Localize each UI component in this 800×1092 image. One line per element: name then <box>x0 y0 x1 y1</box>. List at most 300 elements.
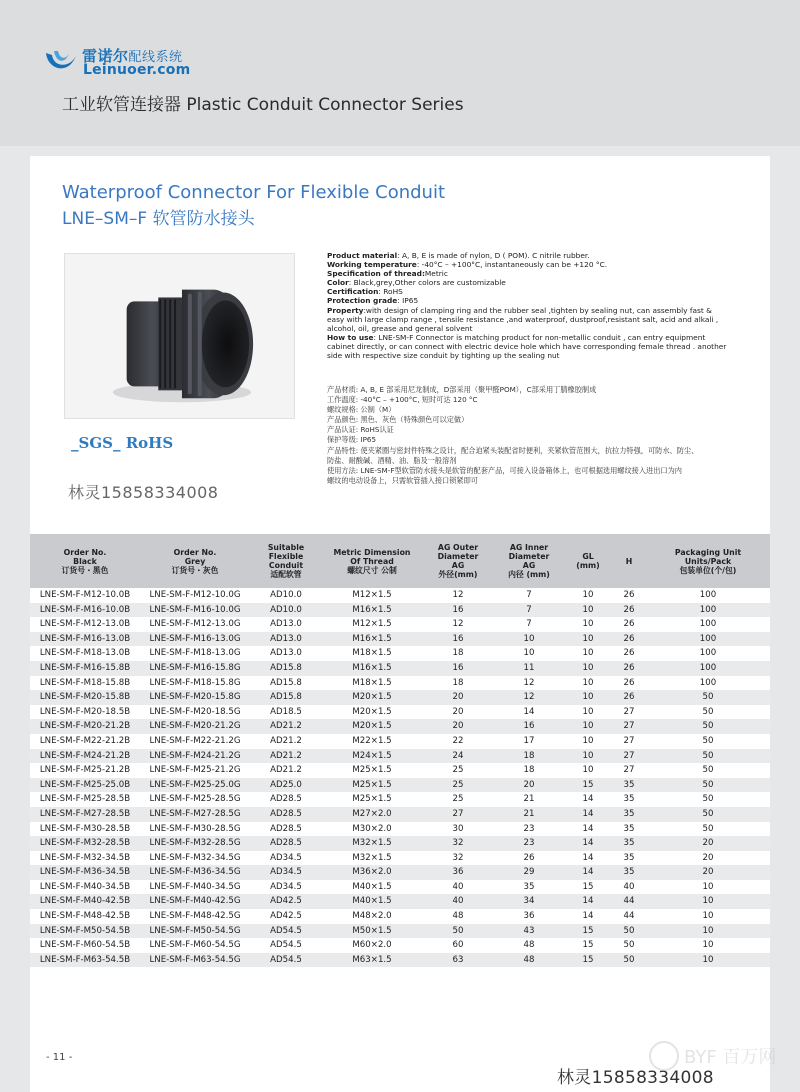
table-cell: M12×1.5 <box>322 588 422 603</box>
brand-logo <box>44 45 194 81</box>
table-cell: 10 <box>646 953 770 968</box>
table-cell: 18 <box>494 749 564 764</box>
table-cell: 14 <box>564 822 612 837</box>
table-cell: LNE-SM-F-M30-28.5G <box>140 822 250 837</box>
table-cell: M32×1.5 <box>322 836 422 851</box>
column-header-line: GL <box>582 552 594 561</box>
table-cell: 16 <box>422 661 494 676</box>
table-cell: 35 <box>612 778 646 793</box>
table-cell: 20 <box>494 778 564 793</box>
spec-cn-line: 防盐、耐酸碱、酒精、油、脂及一般溶剂 <box>327 455 457 465</box>
table-row <box>30 763 770 778</box>
table-cell: 12 <box>494 676 564 691</box>
table-cell: 10 <box>646 924 770 939</box>
table-cell: 18 <box>494 763 564 778</box>
table-cell: 26 <box>612 690 646 705</box>
spec-cn-line: 产品颜色: 黑色、灰色（特殊颜色可以定做） <box>327 415 469 425</box>
table-cell: 14 <box>564 792 612 807</box>
table-cell: LNE-SM-F-M36-34.5G <box>140 865 250 880</box>
table-cell: LNE-SM-F-M16-13.0B <box>30 632 140 647</box>
table-cell: 12 <box>422 588 494 603</box>
table-cell: LNE-SM-F-M27-28.5G <box>140 807 250 822</box>
table-row <box>30 617 770 632</box>
table-cell: M16×1.5 <box>322 661 422 676</box>
table-cell: LNE-SM-F-M36-34.5B <box>30 865 140 880</box>
column-header-line: 外径(mm) <box>438 570 478 579</box>
table-cell: 27 <box>422 807 494 822</box>
table-cell: LNE-SM-F-M16-15.8G <box>140 661 250 676</box>
table-cell: M12×1.5 <box>322 617 422 632</box>
table-cell: 10 <box>646 938 770 953</box>
table-cell: 32 <box>422 836 494 851</box>
table-cell: 10 <box>564 690 612 705</box>
column-header-line: Order No. <box>173 547 217 557</box>
table-cell: 7 <box>494 617 564 632</box>
table-row <box>30 690 770 705</box>
spec-line: How to use: LNE-SM-F Connector is matching product for non-metallic conduit , can entry equipment cabinet directly, or can connect with electric device hole which have corresponding female thread . another side with respective size conduit by tighting up the sealing nut <box>327 332 727 361</box>
table-cell: AD34.5 <box>250 880 322 895</box>
table-cell: 10 <box>564 763 612 778</box>
table-row <box>30 778 770 793</box>
table-cell: LNE-SM-F-M50-54.5B <box>30 924 140 939</box>
table-cell: M63×1.5 <box>322 953 422 968</box>
table-cell: 100 <box>646 617 770 632</box>
table-cell: 15 <box>564 938 612 953</box>
table-cell: 26 <box>612 603 646 618</box>
table-cell: 36 <box>494 909 564 924</box>
table-cell: 36 <box>422 865 494 880</box>
table-cell: 7 <box>494 603 564 618</box>
table-cell: 26 <box>612 617 646 632</box>
column-header-line: Grey <box>184 556 206 566</box>
watermark-text: BYF 百万网 <box>684 1047 777 1068</box>
column-header-line: Of Thread <box>350 556 394 566</box>
table-cell: 14 <box>564 807 612 822</box>
table-cell: 25 <box>422 778 494 793</box>
table-cell: M20×1.5 <box>322 705 422 720</box>
table-row <box>30 924 770 939</box>
table-cell: 26 <box>612 588 646 603</box>
table-cell: 50 <box>646 778 770 793</box>
table-cell: 35 <box>612 851 646 866</box>
table-cell: M32×1.5 <box>322 851 422 866</box>
table-cell: 12 <box>494 690 564 705</box>
content-panel <box>30 156 770 1092</box>
table-row <box>30 865 770 880</box>
table-cell: 15 <box>564 778 612 793</box>
table-cell: LNE-SM-F-M40-42.5B <box>30 894 140 909</box>
table-cell: AD13.0 <box>250 632 322 647</box>
table-cell: 27 <box>612 705 646 720</box>
table-cell: 40 <box>422 894 494 909</box>
table-cell: LNE-SM-F-M24-21.2B <box>30 749 140 764</box>
table-cell: 20 <box>646 836 770 851</box>
table-cell: M25×1.5 <box>322 778 422 793</box>
table-cell: M20×1.5 <box>322 719 422 734</box>
table-row <box>30 632 770 647</box>
table-cell: 14 <box>564 865 612 880</box>
column-header-line: 订货号・灰色 <box>171 565 219 575</box>
table-cell: M18×1.5 <box>322 676 422 691</box>
column-header-line: Order No. <box>63 547 107 557</box>
table-cell: 16 <box>494 719 564 734</box>
table-cell: 10 <box>564 719 612 734</box>
table-cell: 50 <box>646 807 770 822</box>
table-cell: M24×1.5 <box>322 749 422 764</box>
table-cell: 35 <box>612 822 646 837</box>
table-cell: 18 <box>422 676 494 691</box>
table-cell: 10 <box>564 588 612 603</box>
table-cell: LNE-SM-F-M18-13.0B <box>30 646 140 661</box>
table-cell: 14 <box>564 851 612 866</box>
product-title-cn: LNE–SM–F 软管防水接头 <box>62 209 255 229</box>
table-cell: 20 <box>422 705 494 720</box>
table-cell: M22×1.5 <box>322 734 422 749</box>
table-cell: LNE-SM-F-M12-10.0B <box>30 588 140 603</box>
table-cell: 10 <box>564 632 612 647</box>
table-cell: 20 <box>422 719 494 734</box>
table-cell: LNE-SM-F-M20-18.5B <box>30 705 140 720</box>
table-row <box>30 953 770 968</box>
table-cell: 32 <box>422 851 494 866</box>
table-cell: M25×1.5 <box>322 792 422 807</box>
table-row <box>30 909 770 924</box>
table-cell: 21 <box>494 807 564 822</box>
table-cell: M30×2.0 <box>322 822 422 837</box>
table-cell: 50 <box>646 719 770 734</box>
table-cell: 35 <box>612 807 646 822</box>
certification-label: _SGS_ RoHS <box>71 434 174 452</box>
table-cell: 50 <box>422 924 494 939</box>
table-cell: AD13.0 <box>250 646 322 661</box>
table-cell: 23 <box>494 836 564 851</box>
table-cell: 100 <box>646 661 770 676</box>
spec-cn-line: 使用方法: LNE-SM-F型软管防水接头是软管的配套产品，可接入设备箱体上，也可根据选用螺纹接入进出口为内 <box>327 465 682 475</box>
brand-name-cn-text: 雷诺尔 <box>82 47 129 65</box>
table-cell: 50 <box>646 749 770 764</box>
column-header-line: 包装单位(个/包) <box>679 565 737 575</box>
table-cell: 15 <box>564 953 612 968</box>
cable-gland-image <box>65 254 294 418</box>
table-cell: LNE-SM-F-M50-54.5G <box>140 924 250 939</box>
table-cell: LNE-SM-F-M16-15.8B <box>30 661 140 676</box>
table-cell: 50 <box>612 938 646 953</box>
table-cell: LNE-SM-F-M48-42.5B <box>30 909 140 924</box>
table-cell: LNE-SM-F-M16-10.0G <box>140 603 250 618</box>
table-cell: 26 <box>494 851 564 866</box>
table-cell: 25 <box>422 792 494 807</box>
column-header-line: 内径 (mm) <box>508 570 550 579</box>
table-row <box>30 661 770 676</box>
table-cell: 10 <box>494 632 564 647</box>
table-cell: 50 <box>646 763 770 778</box>
table-cell: AD15.8 <box>250 690 322 705</box>
table-row <box>30 880 770 895</box>
spec-cn-line: 产品材质: A, B, E 部采用尼龙制成，D部采用（聚甲醛POM），C部采用丁腈橡胶制成 <box>327 385 597 394</box>
spec-cn-line: 螺纹的电动设备上，只需软管插入接口锁紧即可 <box>327 475 478 485</box>
column-header-line: 订货号・黑色 <box>61 565 109 575</box>
table-cell: 100 <box>646 676 770 691</box>
table-cell: 10 <box>564 661 612 676</box>
table-cell: 43 <box>494 924 564 939</box>
spec-cn-line: 螺纹规格: 公制（M） <box>327 405 396 415</box>
table-cell: LNE-SM-F-M25-25.0B <box>30 778 140 793</box>
contact-footer: 林灵15858334008 <box>557 1068 714 1088</box>
table-cell: LNE-SM-F-M40-34.5G <box>140 880 250 895</box>
table-cell: LNE-SM-F-M20-15.8G <box>140 690 250 705</box>
table-cell: 16 <box>422 603 494 618</box>
table-cell: AD10.0 <box>250 603 322 618</box>
table-cell: AD54.5 <box>250 924 322 939</box>
table-cell: LNE-SM-F-M32-34.5B <box>30 851 140 866</box>
table-cell: 10 <box>564 676 612 691</box>
table-row <box>30 807 770 822</box>
table-cell: 60 <box>422 938 494 953</box>
table-cell: LNE-SM-F-M20-21.2G <box>140 719 250 734</box>
table-header-row <box>30 534 770 588</box>
table-cell: 14 <box>564 909 612 924</box>
spec-en-block <box>327 251 727 360</box>
spec-line: Property:with design of clamping ring and the rubber seal ,tighten by sealing nut, can assembly fast & easy with large clamp range , tensile resistance ,and waterproof, dustproof,resistant salt, acid and alkali , alcohol, oil, grease and general solvent <box>327 305 719 333</box>
series-title: 工业软管连接器 Plastic Conduit Connector Series <box>62 95 464 115</box>
spec-cn-line: 保护等级: IP65 <box>327 435 377 445</box>
spec-cn-block <box>327 385 747 486</box>
table-cell: AD42.5 <box>250 894 322 909</box>
table-cell: 35 <box>494 880 564 895</box>
table-cell: 27 <box>612 734 646 749</box>
column-header <box>250 534 322 588</box>
table-cell: 10 <box>564 734 612 749</box>
column-header-line: Diameter <box>437 552 479 561</box>
column-header <box>30 534 140 588</box>
table-cell: 20 <box>422 690 494 705</box>
table-cell: 27 <box>612 749 646 764</box>
table-cell: AD21.2 <box>250 734 322 749</box>
table-cell: LNE-SM-F-M25-25.0G <box>140 778 250 793</box>
table-cell: 35 <box>612 836 646 851</box>
table-cell: 15 <box>564 880 612 895</box>
table-cell: 26 <box>612 676 646 691</box>
brand-name-en: Leinuoer.com <box>83 62 191 78</box>
table-cell: AD13.0 <box>250 617 322 632</box>
table-cell: 7 <box>494 588 564 603</box>
product-photo <box>64 253 295 419</box>
table-cell: 44 <box>612 894 646 909</box>
header-band <box>0 0 800 146</box>
table-cell: M40×1.5 <box>322 894 422 909</box>
table-cell: 48 <box>494 938 564 953</box>
table-cell: 10 <box>564 705 612 720</box>
table-cell: 35 <box>612 865 646 880</box>
table-cell: LNE-SM-F-M20-21.2B <box>30 719 140 734</box>
table-cell: 12 <box>422 617 494 632</box>
table-cell: LNE-SM-F-M30-28.5B <box>30 822 140 837</box>
table-cell: LNE-SM-F-M27-28.5B <box>30 807 140 822</box>
table-cell: 29 <box>494 865 564 880</box>
column-header <box>646 534 770 588</box>
table-cell: 40 <box>612 880 646 895</box>
table-row <box>30 749 770 764</box>
table-cell: AD54.5 <box>250 953 322 968</box>
spec-line: Specification of thread:Metric <box>327 269 448 279</box>
table-row <box>30 938 770 953</box>
spec-line: Protection grade: IP65 <box>327 296 419 306</box>
table-cell: 14 <box>494 705 564 720</box>
table-cell: M40×1.5 <box>322 880 422 895</box>
column-header-line: Metric Dimension <box>333 547 411 557</box>
table-cell: AD18.5 <box>250 705 322 720</box>
table-cell: 27 <box>612 763 646 778</box>
table-cell: 26 <box>612 632 646 647</box>
column-header-line: 适配软管 <box>270 570 302 579</box>
table-cell: LNE-SM-F-M63-54.5B <box>30 953 140 968</box>
column-header <box>322 534 422 588</box>
table-cell: LNE-SM-F-M25-28.5G <box>140 792 250 807</box>
spec-line: Color: Black,grey,Other colors are customizable <box>327 278 506 288</box>
column-header <box>612 534 646 588</box>
table-cell: 24 <box>422 749 494 764</box>
table-cell: AD10.0 <box>250 588 322 603</box>
column-header-line: Suitable Flexible <box>267 543 305 561</box>
table-cell: AD21.2 <box>250 749 322 764</box>
table-cell: 25 <box>422 763 494 778</box>
table-cell: AD21.2 <box>250 719 322 734</box>
page-number: - 11 - <box>46 1052 73 1063</box>
table-cell: 50 <box>612 953 646 968</box>
column-header-line: AG Outer <box>437 543 479 552</box>
table-cell: LNE-SM-F-M40-42.5G <box>140 894 250 909</box>
table-cell: LNE-SM-F-M63-54.5G <box>140 953 250 968</box>
table-row <box>30 851 770 866</box>
table-cell: 50 <box>646 822 770 837</box>
table-cell: 10 <box>646 909 770 924</box>
table-cell: AD21.2 <box>250 763 322 778</box>
column-header-line: AG <box>451 561 465 570</box>
spec-table <box>30 534 770 967</box>
table-cell: AD34.5 <box>250 865 322 880</box>
spec-cn-line: 工作温度: -40°C – +100°C, 短时可达 120 °C <box>327 395 478 405</box>
table-row <box>30 719 770 734</box>
table-cell: AD28.5 <box>250 836 322 851</box>
table-cell: M50×1.5 <box>322 924 422 939</box>
spec-line: Certification: RoHS <box>327 287 403 297</box>
table-cell: 34 <box>494 894 564 909</box>
table-cell: 50 <box>646 792 770 807</box>
table-cell: 18 <box>422 646 494 661</box>
product-title-en: Waterproof Connector For Flexible Conduit <box>62 182 446 203</box>
table-cell: LNE-SM-F-M16-10.0B <box>30 603 140 618</box>
table-cell: LNE-SM-F-M18-15.8G <box>140 676 250 691</box>
column-header-line: Black <box>73 556 97 566</box>
table-cell: LNE-SM-F-M32-28.5G <box>140 836 250 851</box>
spec-line: Working temperature: -40°C – +100°C, instantaneously can be +120 °C. <box>327 260 608 270</box>
table-cell: 14 <box>564 836 612 851</box>
table-cell: 17 <box>494 734 564 749</box>
brand-logo-icon <box>44 47 78 77</box>
table-cell: LNE-SM-F-M20-18.5G <box>140 705 250 720</box>
table-cell: 50 <box>646 734 770 749</box>
table-cell: 10 <box>646 880 770 895</box>
table-cell: LNE-SM-F-M60-54.5G <box>140 938 250 953</box>
column-header <box>140 534 250 588</box>
table-cell: LNE-SM-F-M25-21.2B <box>30 763 140 778</box>
table-cell: AD42.5 <box>250 909 322 924</box>
table-cell: 23 <box>494 822 564 837</box>
table-cell: M25×1.5 <box>322 763 422 778</box>
table-row <box>30 676 770 691</box>
column-header-line: 螺纹尺寸 公制 <box>347 565 397 575</box>
table-row <box>30 734 770 749</box>
table-cell: M16×1.5 <box>322 632 422 647</box>
table-cell: M18×1.5 <box>322 646 422 661</box>
table-cell: 20 <box>646 851 770 866</box>
table-cell: 10 <box>564 749 612 764</box>
table-row <box>30 894 770 909</box>
table-cell: 50 <box>646 705 770 720</box>
table-cell: LNE-SM-F-M25-28.5B <box>30 792 140 807</box>
table-cell: 14 <box>564 894 612 909</box>
spec-cn-line: 产品特性: 使夹紧圈与密封件特殊之设计，配合迫紧头装配省时便利，夹紧软管范围大，抗拉力特强，可防水、防尘、 <box>327 445 699 455</box>
table-cell: LNE-SM-F-M24-21.2G <box>140 749 250 764</box>
table-cell: 16 <box>422 632 494 647</box>
table-cell: 44 <box>612 909 646 924</box>
table-cell: 50 <box>612 924 646 939</box>
table-cell: AD15.8 <box>250 676 322 691</box>
table-cell: LNE-SM-F-M32-28.5B <box>30 836 140 851</box>
table-cell: LNE-SM-F-M22-21.2B <box>30 734 140 749</box>
table-cell: LNE-SM-F-M22-21.2G <box>140 734 250 749</box>
column-header <box>564 534 612 588</box>
table-cell: LNE-SM-F-M12-10.0G <box>140 588 250 603</box>
table-cell: 30 <box>422 822 494 837</box>
table-cell: 100 <box>646 632 770 647</box>
table-cell: AD25.0 <box>250 778 322 793</box>
table-cell: 22 <box>422 734 494 749</box>
table-cell: LNE-SM-F-M18-13.0G <box>140 646 250 661</box>
table-row <box>30 792 770 807</box>
table-cell: 26 <box>612 646 646 661</box>
table-cell: 10 <box>494 646 564 661</box>
table-cell: AD28.5 <box>250 792 322 807</box>
table-cell: 40 <box>422 880 494 895</box>
table-cell: M20×1.5 <box>322 690 422 705</box>
table-cell: 11 <box>494 661 564 676</box>
table-cell: 10 <box>564 646 612 661</box>
column-header-line: AG Inner <box>509 543 549 552</box>
column-header <box>494 534 564 588</box>
table-cell: 27 <box>612 719 646 734</box>
table-cell: LNE-SM-F-M48-42.5G <box>140 909 250 924</box>
table-cell: LNE-SM-F-M12-13.0B <box>30 617 140 632</box>
table-cell: M48×2.0 <box>322 909 422 924</box>
table-cell: LNE-SM-F-M12-13.0G <box>140 617 250 632</box>
table-cell: 48 <box>494 953 564 968</box>
table-cell: 10 <box>564 617 612 632</box>
table-cell: M16×1.5 <box>322 603 422 618</box>
table-cell: LNE-SM-F-M16-13.0G <box>140 632 250 647</box>
spec-line: Product material: A, B, E is made of nylon, D ( POM). C nitrile rubber. <box>327 251 590 260</box>
table-cell: 100 <box>646 603 770 618</box>
table-cell: LNE-SM-F-M40-34.5B <box>30 880 140 895</box>
table-cell: AD28.5 <box>250 822 322 837</box>
table-cell: 48 <box>422 909 494 924</box>
column-header-line: Units/Pack <box>684 556 732 566</box>
table-body <box>30 588 770 967</box>
brand-tagline: 配线系统 <box>128 50 183 65</box>
table-cell: M36×2.0 <box>322 865 422 880</box>
table-cell: 21 <box>494 792 564 807</box>
watermark-logo <box>646 1036 796 1076</box>
